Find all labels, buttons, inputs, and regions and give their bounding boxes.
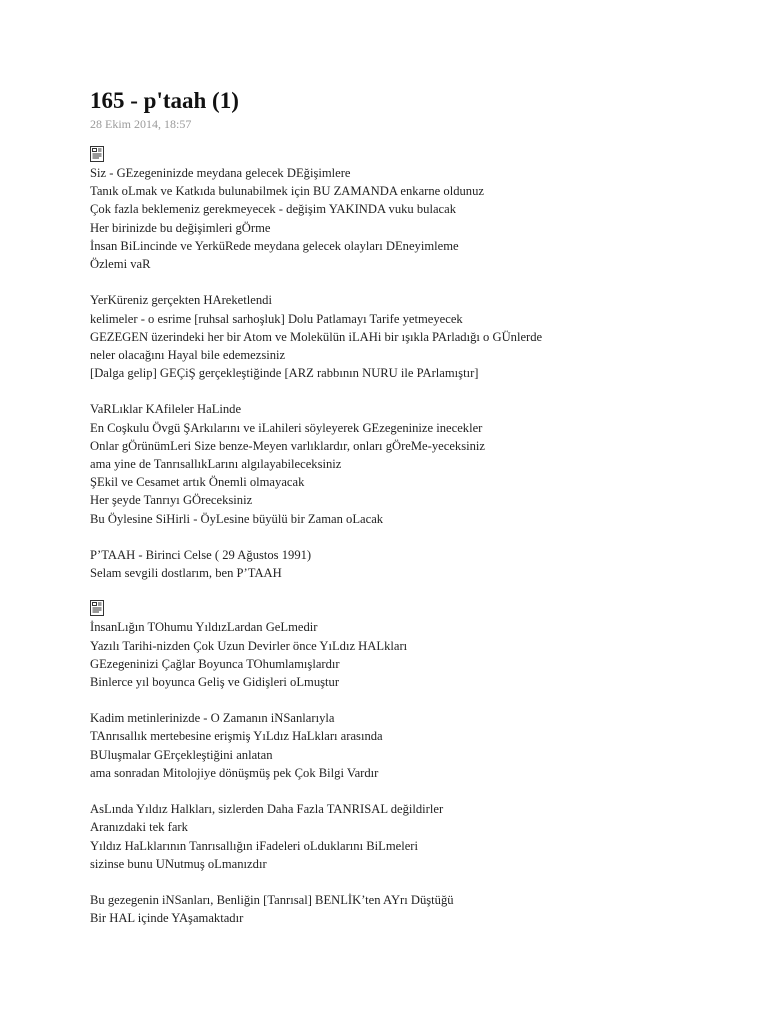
- text-line: Selam sevgili dostlarım, ben P’TAAH: [90, 566, 282, 581]
- paragraph: [90, 546, 730, 582]
- text-line: Yıldız HaLklarının Tanrısallığın iFadeleri oLduklarını BiLmeleri: [90, 838, 418, 853]
- paragraph: [90, 291, 730, 382]
- text-line: AsLında Yıldız Halkları, sizlerden Daha Fazla TANRISAL değildirler: [90, 802, 444, 817]
- post-title: 165 - p'taah (1): [90, 88, 239, 113]
- text-line: TAnrısallık mertebesine erişmiş YıLdız HaLkları arasında: [90, 729, 383, 744]
- paragraph: [90, 400, 730, 527]
- post-body: [90, 146, 730, 928]
- text-line: Siz - GEzegeninizde meydana gelecek DEğişimlere: [90, 166, 351, 180]
- text-line: BUluşmalar GErçekleştiğini anlatan: [90, 747, 273, 762]
- text-line: Tanık oLmak ve Katkıda bulunabilmek için BU ZAMANDA enkarne oldunuz: [90, 184, 484, 199]
- text-line: Kadim metinlerinizde - O Zamanın iNSanlarıyla: [90, 711, 335, 726]
- text-line: Her şeyde Tanrıyı GÖreceksiniz: [90, 493, 253, 508]
- text-line: sizinse bunu UNutmuş oLmanızdır: [90, 856, 267, 871]
- text-line: ama sonradan Mitolojiye dönüşmüş pek Çok Bilgi Vardır: [90, 765, 379, 780]
- text-line: YerKüreniz gerçekten HAreketlendi: [90, 293, 272, 308]
- text-line: Özlemi vaR: [90, 256, 151, 271]
- text-line: ama yine de TanrısallıkLarını algılayabileceksiniz: [90, 457, 342, 471]
- text-line: Onlar gÖrünümLeri Size benze-Meyen varlıklardır, onları gÖreMe-yeceksiniz: [90, 438, 485, 453]
- paragraph: [90, 709, 730, 782]
- text-line: Aranızdaki tek fark: [90, 820, 188, 835]
- paragraph: [90, 800, 730, 873]
- paragraph: [90, 164, 730, 273]
- paragraph-gap: [90, 528, 730, 546]
- paragraph-gap: [90, 782, 730, 800]
- text-line: Bu gezegenin iNSanları, Benliğin [Tanrısal] BENLİK’ten AYrı Düştüğü: [90, 893, 454, 908]
- text-line: Her birinizde bu değişimleri gÖrme: [90, 220, 271, 235]
- text-line: Bir HAL içinde YAşamaktadır: [90, 911, 244, 926]
- text-line: Binlerce yıl boyunca Geliş ve Gidişleri oLmuştur: [90, 674, 340, 689]
- post-date: 28 Ekim 2014, 18:57: [90, 117, 192, 131]
- paragraph: [90, 618, 730, 691]
- text-line: [Dalga gelip] GEÇiŞ gerçekleştiğinde [ARZ rabbının NURU ile PArlamıştır]: [90, 366, 479, 381]
- text-line: Bu Öylesine SiHirli - ÖyLesine büyülü bir Zaman oLacak: [90, 511, 384, 526]
- text-line: İnsanLığın TOhumu YıldızLardan GeLmedir: [90, 620, 318, 635]
- text-line: İnsan BiLincinde ve YerküRede meydana gelecek olayları DEneyimleme: [90, 238, 459, 253]
- paragraph-gap: [90, 873, 730, 891]
- paragraph-gap: [90, 273, 730, 291]
- text-line: neler olacağını Hayal bile edemezsiniz: [90, 347, 286, 362]
- text-line: GEzegeninizi Çağlar Boyunca TOhumlamışlardır: [90, 656, 340, 671]
- post-container: [90, 86, 730, 928]
- paragraph-gap: [90, 382, 730, 400]
- text-line: Yazılı Tarihi-nizden Çok Uzun Devirler önce YıLdız HALkları: [90, 638, 408, 653]
- text-line: Çok fazla beklemeniz gerekmeyecek - değişim YAKINDA vuku bulacak: [90, 202, 457, 217]
- paragraph-gap: [90, 691, 730, 709]
- document-icon: [90, 600, 104, 616]
- text-line: GEZEGEN üzerindeki her bir Atom ve Molekülün iLAHi bir ışıkla PArladığı o GÜnlerde: [90, 329, 543, 344]
- text-line: ŞEkil ve Cesamet artık Önemli olmayacak: [90, 475, 305, 490]
- text-line: En Coşkulu Övgü ŞArkılarını ve iLahileri söyleyerek GEzegeninize inecekler: [90, 420, 483, 435]
- text-line: kelimeler - o esrime [ruhsal sarhoşluk] Dolu Patlamayı Tarife yetmeyecek: [90, 311, 463, 326]
- document-icon: [90, 146, 104, 162]
- text-line: VaRLıklar KAfileler HaLinde: [90, 402, 242, 417]
- paragraph: [90, 891, 730, 927]
- text-line: P’TAAH - Birinci Celse ( 29 Ağustos 1991): [90, 547, 312, 562]
